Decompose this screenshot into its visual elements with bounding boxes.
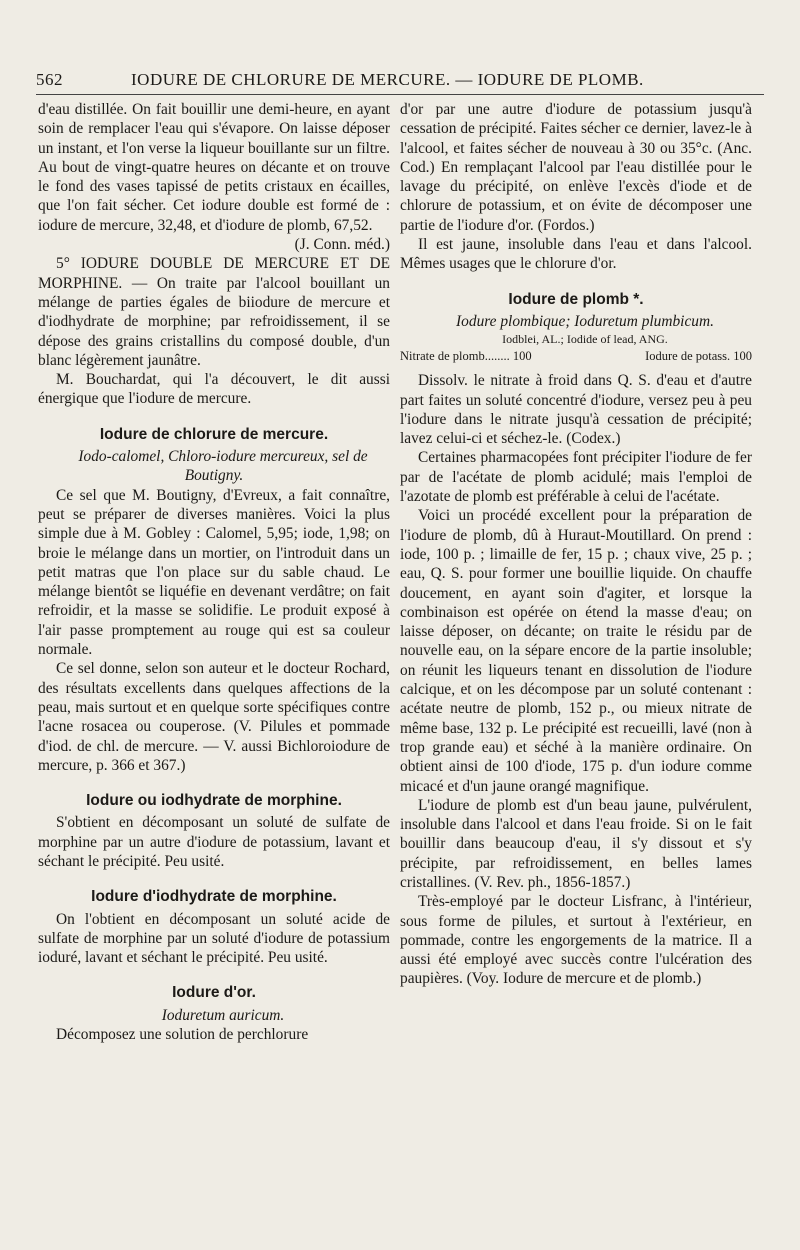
paragraph: d'or par une autre d'iodure de potassium jusqu'à cessation de précipité. Faites sécher ce dernier, lavez-le à l'alcool, et faites sécher de nouveau à 30 ou 35°c. (Anc. Cod.) En remplaçant l'alcool par l'eau distillée pour le lavage du précipité, on enlève l'excès d'iode et de chlorure de potassium, et on évite de décomposer une partie de l'iodure d'or. (Fordos.) [400,101,752,234]
citation: (J. Conn. méd.) [294,236,390,254]
section-subtitle: Ioduretum auricum. [161,1006,285,1024]
formula-row [400,348,752,365]
left-column [38,100,390,1044]
paragraph: Il est jaune, insoluble dans l'eau et dans l'alcool. Mêmes usages que le chlorure d'or. [400,236,752,273]
entry-lead: 5° IODURE DOUBLE DE MERCURE ET DE MORPHINE. [38,255,390,292]
paragraph: On l'obtient en décomposant un soluté acide de sulfate de morphine par un soluté d'iodure de potassium ioduré, lavant et séchant le précipité. Peu usité. [38,910,390,967]
paragraph: L'iodure de plomb est d'un beau jaune, pulvérulent, insoluble dans l'alcool et dans l'eau froide. Si on le fait bouillir dans beaucoup d'eau, il s'y dissout et s'y précipite, par refroidissement, en belles lames cristallines. (V. Rev. ph., 1856-1857.) [400,796,752,891]
paragraph: Ce sel donne, selon son auteur et le docteur Rochard, des résultats excellents dans quelques affections de la peau, mais surtout et en quelque sorte spécifiques contre l'acne rosacea ou couperose. (V. Pilules et pommade d'iod. de chl. de mercure. — V. aussi Bichloroiodure de mercure, p. 366 et 367.) [38,660,390,774]
paragraph: Très-employé par le docteur Lisfranc, à l'intérieur, sous forme de pilules, et surtout à l'extérieur, en pommade, contre les engorgements de la matrice. Il a aussi été employé avec succès contre l'ulcération des paupières. (Voy. Iodure de mercure et de plomb.) [400,893,752,988]
paragraph: Certaines pharmacopées font précipiter l'iodure de fer par de l'acétate de plomb acidulé; mais l'emploi de l'azotate de plomb est préférable à celui de l'acétate. [400,449,752,506]
right-column [400,100,752,989]
page-number: 562 [36,70,63,89]
paragraph: Voici un procédé excellent pour la préparation de l'iodure de plomb, dû à Huraut-Moutillard. On prend : iode, 100 p. ; limaille de fer, 15 p. ; chaux vive, 25 p. ; eau, Q. S. pour former une bouillie liquide. On chauffe doucement, en ayant soin d'agiter, et lorsque la combinaison est opérée on étend la masse d'eau; on laisse déposer, on décante; on traite le résidu par de nouvelle eau, on la sépare encore de la partie insoluble; on réunit les liqueurs tenant en dissolution de l'iodure calcique, et on les décompose par un soluté contenant : acétate neutre de plomb, 152 p., ou mieux nitrate de même base, 132 p. Le précipité est recueilli, lavé (non à trop grande eau) et séché à la manière ordinaire. On obtient ainsi de 100 d'iode, 175 p. d'un iodure comme micacé et d'un jaune orangé magnifique. [400,507,752,795]
paragraph: M. Bouchardat, qui l'a découvert, le dit aussi énergique que l'iodure de mercure. [38,371,390,408]
paragraph: d'eau distillée. On fait bouillir une demi-heure, en ayant soin de remplacer l'eau qui s'évapore. On laisse déposer un instant, et l'on verse la liqueur bouillante sur un filtre. Au bout de vingt-quatre heures on décante et on trouve le fond des vases tapissé de petits cristaux en écailles, que l'on fait sécher. Cet iodure double est formé de : iodure de mercure, 32,48, et d'iodure de plomb, 67,52. [38,101,390,234]
section-heading: Iodure de plomb *. [508,290,644,308]
paragraph: S'obtient en décomposant un soluté de sulfate de morphine par un autre d'iodure de potassium, lavant et séchant le précipité. Peu usité. [38,814,390,870]
paragraph: Décomposez une solution de perchlorure [56,1026,309,1044]
section-heading: Iodure de chlorure de mercure. [99,425,329,443]
formula-right: Iodure de potass. 100 [645,349,752,364]
section-subtitle: Iodo-calomel, Chloro-iodure mercureux, sel de Boutigny. [78,448,368,485]
section-heading: Iodure ou iodhydrate de morphine. [86,792,342,810]
section-subtitle: Iodure plombique; Ioduretum plumbicum. [456,312,714,330]
synonyms-line: Iodblei, AL.; Iodide of lead, ANG. [502,332,668,347]
header-rule [36,94,764,95]
paragraph-text: — On traite par l'alcool bouillant un mélange de parties égales de biiodure de mercure et d'iodhydrate de morphine; par refroidissement, il se dépose des grains cristallins du composé double, d'un blanc légèrement jaunâtre. [38,274,390,369]
paragraph: Ce sel que M. Boutigny, d'Evreux, a fait connaître, peut se préparer de diverses manières. Voici la plus simple due à M. Gobley : Calomel, 5,95; iode, 1,98; on broie le mélange dans un mortier, on l'introduit dans un petit matras que l'on place sur du sable chaud. Le mélange bientôt se liquéfie en devenant verdâtre; on fait refroidir, et la masse se solidifie. Le produit exposé à l'air passe promptement au rouge qui est sa couleur normale. [38,486,390,659]
running-title: IODURE DE CHLORURE DE MERCURE. — IODURE DE PLOMB. [131,70,644,89]
section-heading: Iodure d'iodhydrate de morphine. [91,888,337,906]
paragraph: Dissolv. le nitrate à froid dans Q. S. d'eau et d'autre part faites un soluté concentré d'iodure, versez peu à peu l'iodure dans le nitrate jusqu'à cessation de précipité; lavez celui-ci et séchez-le. (Codex.) [400,372,752,448]
paragraph [38,254,390,370]
formula-left: Nitrate de plomb........ 100 [400,349,532,364]
section-heading: Iodure d'or. [172,984,256,1002]
